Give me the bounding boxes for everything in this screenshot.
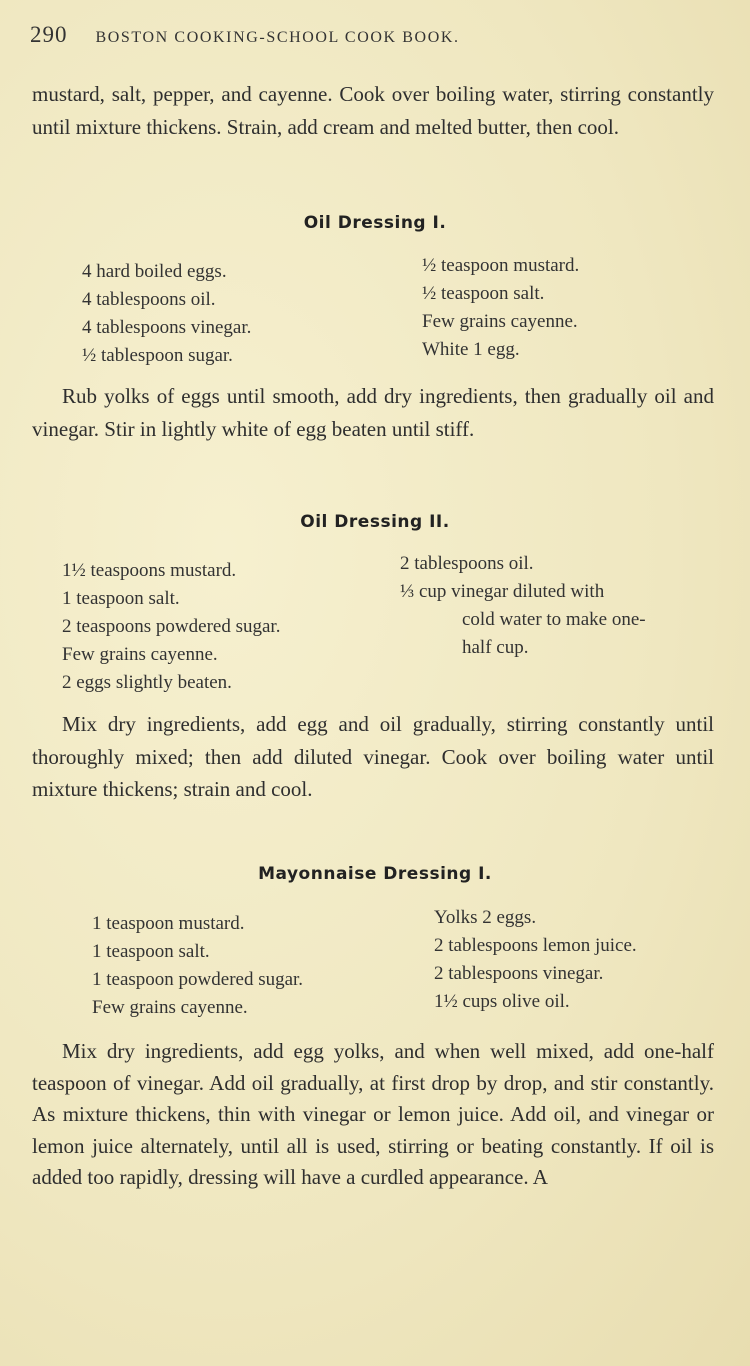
ingredient-line: 1 teaspoon powdered sugar. [92, 969, 304, 990]
method-oil-dressing-2: Mix dry ingredients, add egg and oil gradually, stirring constantly until thoroughly mixed; then add diluted vinegar. Cook over boiling water until mixture thickens; strain and cool. [32, 712, 714, 801]
ingredient-line: White 1 egg. [422, 339, 520, 360]
recipe-title-oil-dressing-2: Oil Dressing II. [300, 512, 450, 532]
intro-paragraph: mustard, salt, pepper, and cayenne. Cook over boiling water, stirring constantly until mixture thickens. Strain, add cream and melted butter, then cool. [32, 82, 714, 139]
ingredient-line: ½ tablespoon sugar. [82, 345, 233, 366]
page-header [30, 22, 730, 48]
ingredients-right-mayonnaise-1 [434, 904, 637, 1016]
ingredient-line: Few grains cayenne. [62, 644, 218, 665]
ingredient-line: ½ teaspoon salt. [422, 283, 545, 304]
ingredient-line: 2 eggs slightly beaten. [62, 672, 232, 693]
page-number: 290 [30, 22, 68, 47]
recipe-title-mayonnaise-dressing-1: Mayonnaise Dressing I. [258, 864, 492, 884]
ingredient-line: 2 tablespoons oil. [400, 553, 534, 574]
ingredient-line: 1 teaspoon salt. [92, 941, 210, 962]
ingredient-line: ⅓ cup vinegar diluted with [400, 581, 605, 602]
ingredient-line: Yolks 2 eggs. [434, 907, 537, 928]
ingredient-line: 2 tablespoons vinegar. [434, 963, 604, 984]
ingredient-line: 4 tablespoons vinegar. [82, 317, 252, 338]
running-title: BOSTON COOKING-SCHOOL COOK BOOK. [95, 29, 460, 46]
ingredient-line: 1 teaspoon mustard. [92, 913, 245, 934]
ingredient-line: 4 tablespoons oil. [82, 289, 216, 310]
ingredients-left-oil-dressing-2 [62, 557, 280, 697]
recipe-title-oil-dressing-1: Oil Dressing I. [303, 213, 447, 233]
ingredients-right-oil-dressing-1 [422, 252, 579, 364]
ingredient-line: cold water to make one- [462, 609, 646, 630]
ingredient-line: 1½ cups olive oil. [434, 991, 570, 1012]
ingredient-line: Few grains cayenne. [422, 311, 578, 332]
ingredient-line: 1½ teaspoons mustard. [62, 560, 237, 581]
ingredient-line: ½ teaspoon mustard. [422, 255, 580, 276]
ingredient-line: 2 tablespoons lemon juice. [434, 935, 637, 956]
ingredient-line: 4 hard boiled eggs. [82, 261, 227, 282]
ingredients-left-oil-dressing-1 [82, 258, 251, 370]
ingredient-line: 1 teaspoon salt. [62, 588, 180, 609]
ingredients-left-mayonnaise-1 [92, 910, 303, 1022]
ingredient-line: 2 teaspoons powdered sugar. [62, 616, 281, 637]
ingredients-right-oil-dressing-2 [400, 550, 646, 662]
ingredient-line: half cup. [462, 637, 529, 658]
method-mayonnaise-dressing-1: Mix dry ingredients, add egg yolks, and when well mixed, add one-half teaspoon of vinegar. Add oil gradually, at first drop by drop, and stir constantly. As mixture thickens, thin with vinegar or lemon juice. Add oil, and vinegar or lemon juice alternately, until all is used, stirring or beating constantly. If oil is added too rapidly, dressing will have a curdled appearance. A [32, 1039, 714, 1189]
ingredient-line: Few grains cayenne. [92, 997, 248, 1018]
method-oil-dressing-1: Rub yolks of eggs until smooth, add dry ingredients, then gradually oil and vinegar. Stir in lightly white of egg beaten until stiff. [32, 384, 714, 441]
